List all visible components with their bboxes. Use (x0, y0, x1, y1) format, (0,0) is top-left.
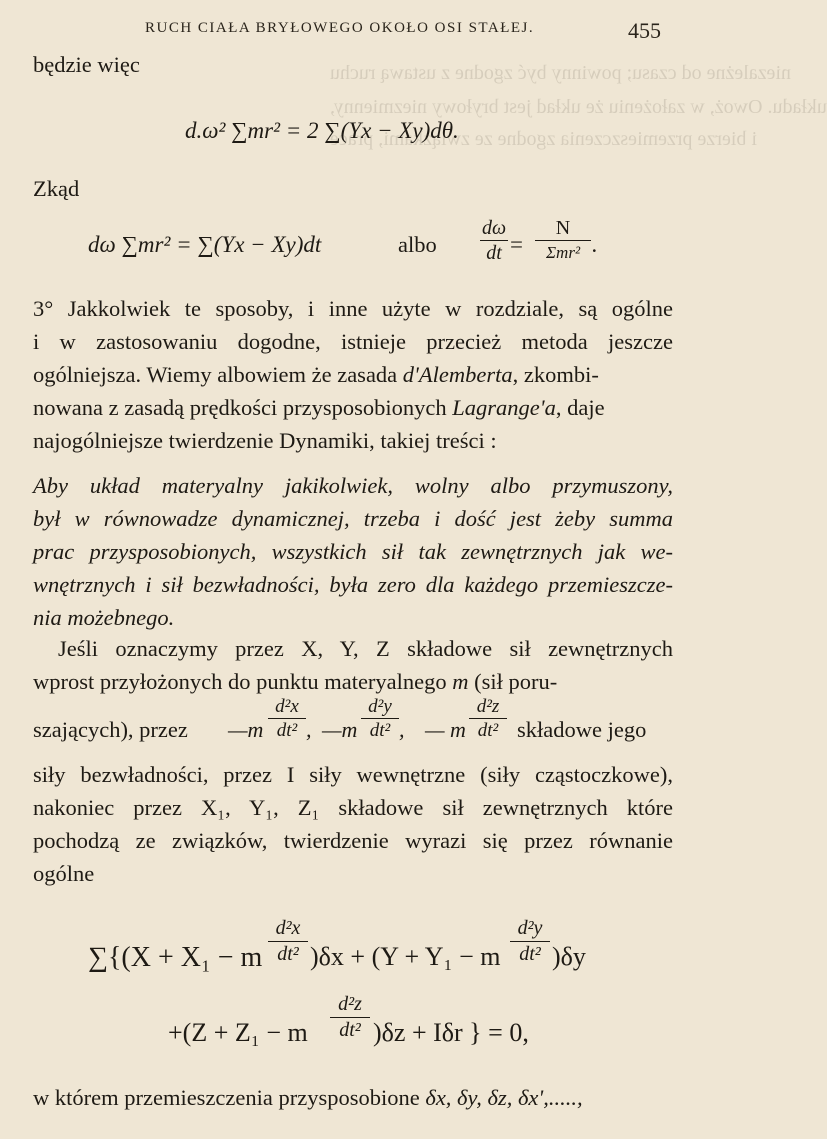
paragraph-line: i w zastosowaniu dogodne, istnieje przecież metoda jeszcze (33, 329, 673, 354)
text-span: wprost przyłożonych do punktu materyalnego (33, 669, 453, 694)
math-symbol: m (452, 669, 469, 694)
bleed-through-text: i bierze przemieszczenia zgodne ze związkami, prace (330, 128, 757, 150)
text-span: (sił poru- (468, 669, 558, 694)
paragraph-line: szających), przez (33, 717, 188, 742)
theorem-line: był w równowadze dynamicznej, trzeba i dość jest żeby summa (33, 506, 673, 531)
text-span: nowana z zasadą prędkości przysposobionych (33, 395, 453, 420)
fraction-denominator: dt² (519, 943, 541, 965)
paragraph-line: nakoniec przez X₁, Y₁, Z₁ składowe sił zewnętrznych które (33, 795, 673, 820)
paragraph-line: składowe jego (517, 717, 647, 742)
equation: d.ω² ∑mr² = 2 ∑(Yx − Xy)dθ. (185, 118, 459, 143)
equation: )δz + Iδr } = 0, (373, 1018, 529, 1047)
fraction-numerator: d²y (361, 695, 399, 719)
fraction (480, 216, 508, 265)
fraction-denominator: dt² (339, 1019, 361, 1041)
equals-sign: = (510, 232, 523, 257)
math-symbol: —m (322, 717, 358, 742)
name-italic: d'Alemberta (402, 362, 513, 387)
math-symbol: δx, δy, δz, δx',....., (425, 1085, 583, 1110)
paragraph-line (33, 669, 557, 695)
equation: ∑{(X + X₁ − m (88, 942, 263, 973)
fraction-denominator: dt (486, 242, 502, 264)
comma: , (399, 717, 405, 742)
fraction (469, 695, 507, 742)
paragraph-line: siły bezwładności, przez I siły wewnętrzne (siły cząstoczkowe), (33, 762, 673, 787)
equation: )δy (552, 942, 586, 971)
fraction (330, 992, 370, 1043)
fraction (268, 916, 308, 967)
theorem-line: nia możebnego. (33, 605, 175, 630)
bleed-through-text: niezależne od czasu; powinny być zgodne z ustawą ruchu (330, 62, 791, 84)
paragraph-line: ogólne (33, 861, 95, 886)
fraction-numerator: dω (481, 217, 507, 239)
paragraph-line: najogólniejsze twierdzenie Dynamiki, takiej treści : (33, 428, 497, 453)
fraction (535, 216, 591, 265)
fraction-denominator: Σmr² (545, 243, 581, 262)
fraction-denominator: dt² (276, 720, 298, 741)
text-span: , daje (555, 395, 605, 420)
math-symbol: —m (228, 717, 264, 742)
text-line: Zkąd (33, 176, 80, 201)
fraction (361, 695, 399, 742)
fraction-numerator: d²z (469, 695, 507, 719)
paragraph-line (33, 395, 673, 421)
equation: )δx + (Y + Y₁ − m (310, 942, 501, 971)
running-title: RUCH CIAŁA BRYŁOWEGO OKOŁO OSI STAŁEJ. (145, 20, 535, 36)
text-span: ogólniejsza. Wiemy albowiem że zasada (33, 362, 403, 387)
fraction-numerator: d²z (330, 992, 370, 1018)
equation: dω ∑mr² = ∑(Yx − Xy)dt (88, 232, 322, 257)
theorem-line: Aby układ materyalny jakikolwiek, wolny albo przymuszony, (33, 473, 673, 498)
math-symbol: — m (425, 717, 466, 742)
fraction-denominator: dt² (477, 720, 499, 741)
page-header (0, 18, 700, 48)
text-line: będzie więc (33, 52, 140, 77)
comma: , (306, 717, 312, 742)
paragraph-line: pochodzą ze związków, twierdzenie wyrazi się przez równanie (33, 828, 673, 853)
fraction-numerator: N (535, 216, 591, 241)
fraction-denominator: dt² (277, 943, 299, 965)
fraction-denominator: dt² (369, 720, 391, 741)
fraction-numerator: d²y (510, 916, 550, 942)
bleed-through-text: układu. Owoż, w założeniu że układ jest bryłowy niezmienny, (330, 96, 827, 118)
text-span: , zkombi- (512, 362, 599, 387)
text-span: w którem przemieszczenia przysposobione (33, 1085, 426, 1110)
theorem-line: prac przysposobionych, wszystkich sił tak zewnętrznych jak we- (33, 539, 673, 564)
paragraph-line (33, 1085, 583, 1111)
name-italic: Lagrange'a (452, 395, 556, 420)
paragraph-line (33, 362, 673, 388)
theorem-line: wnętrznych i sił bezwładności, była zero dla każdego przemieszcze- (33, 572, 673, 597)
fraction (268, 695, 306, 742)
fraction-numerator: d²x (268, 695, 306, 719)
equation: +(Z + Z₁ − m (168, 1018, 308, 1047)
fraction-numerator: d²x (268, 916, 308, 942)
paragraph-line: Jeśli oznaczymy przez X, Y, Z składowe sił zewnętrznych (58, 636, 673, 661)
text-line: albo (398, 232, 437, 257)
fraction (510, 916, 550, 967)
equation-end: . (592, 232, 598, 257)
paragraph-line: 3° Jakkolwiek te sposoby, i inne użyte w rozdziale, są ogólne (33, 296, 673, 321)
page-number: 455 (628, 18, 661, 43)
